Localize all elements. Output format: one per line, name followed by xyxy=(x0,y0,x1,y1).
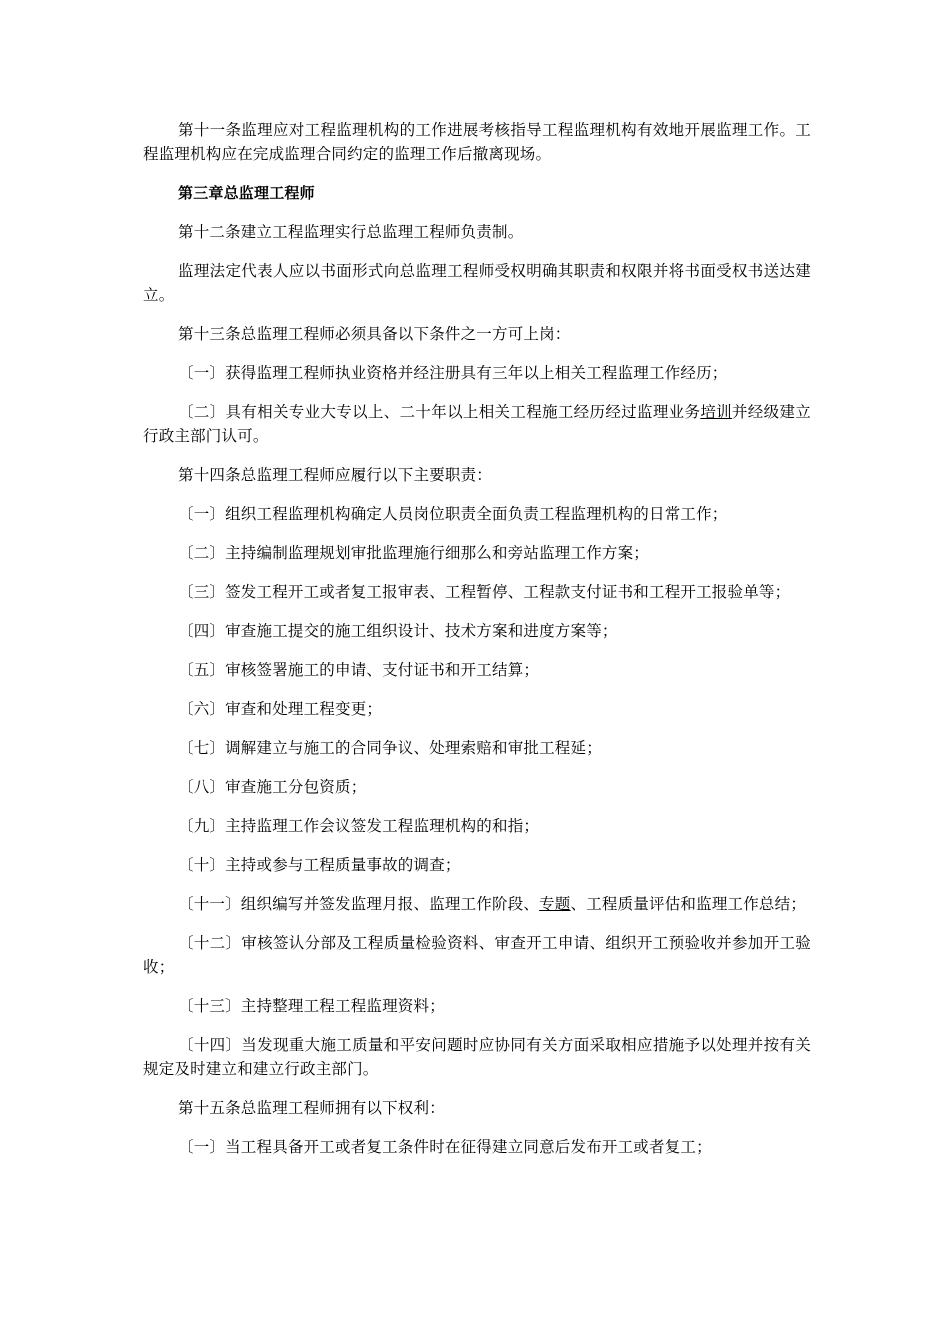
article-14-item-7: 〔七〕调解建立与施工的合同争议、处理索赔和审批工程延； xyxy=(178,739,602,757)
article-14-item-13: 〔十三〕主持整理工程工程监理资料； xyxy=(178,997,445,1015)
article-14-item-1: 〔一〕组织工程监理机构确定人员岗位职责全面负责工程监理机构的日常工作； xyxy=(178,505,728,523)
article-13-item-1: 〔一〕获得监理工程师执业资格并经注册具有三年以上相关工程监理工作经历； xyxy=(178,364,728,382)
article-13-item-2 xyxy=(143,400,811,448)
article-13: 第十三条总监理工程师必须具备以下条件之一方可上岗： xyxy=(178,325,571,343)
article-14-item-8: 〔八〕审查施工分包资质； xyxy=(178,778,367,796)
article-14-item-11 xyxy=(143,892,811,916)
article-14-item-9: 〔九〕主持监理工作会议签发工程监理机构的和指； xyxy=(178,817,540,835)
article-15: 第十五条总监理工程师拥有以下权利： xyxy=(178,1099,445,1117)
article-14-item-3: 〔三〕签发工程开工或者复工报审表、工程暂停、工程款支付证书和工程开工报验单等； xyxy=(178,583,791,601)
chapter-3-heading: 第三章总监理工程师 xyxy=(178,184,315,202)
text-segment: 〔十一〕组织编写并签发监理月报、监理工作阶段、 xyxy=(178,895,540,913)
article-14-item-12: 〔十二〕审核签认分部及工程质量检验资料、审查开工申请、组织开工预验收并参加开工验收； xyxy=(143,934,811,976)
article-14-item-5: 〔五〕审核签署施工的申请、支付证书和开工结算； xyxy=(178,661,540,679)
text-segment: 、工程质量评估和监理工作总结； xyxy=(570,895,807,913)
article-14-item-6: 〔六〕审查和处理工程变更； xyxy=(178,700,383,718)
article-15-item-1: 〔一〕当工程具备开工或者复工条件时在征得建立同意后发布开工或者复工； xyxy=(178,1138,712,1156)
text-segment: 并经级建立行政主部门认可。 xyxy=(143,403,811,445)
topic-link[interactable]: 专题 xyxy=(539,895,571,913)
document-body xyxy=(143,118,811,1174)
article-14-item-14: 〔十四〕当发现重大施工质量和平安问题时应协同有关方面采取相应措施予以处理并按有关规定及时建立和建立行政主部门。 xyxy=(143,1036,811,1078)
article-14-item-2: 〔二〕主持编制监理规划审批监理施行细那么和旁站监理工作方案； xyxy=(178,544,650,562)
article-11: 第十一条监理应对工程监理机构的工作进展考核指导工程监理机构有效地开展监理工作。工程监理机构应在完成监理合同约定的监理工作后撤离现场。 xyxy=(143,121,811,163)
text-segment: 〔二〕具有相关专业大专以上、二十年以上相关工程施工经历经过监理业务 xyxy=(178,403,701,421)
article-14: 第十四条总监理工程师应履行以下主要职责： xyxy=(178,466,493,484)
article-14-item-10: 〔十〕主持或参与工程质量事故的调查； xyxy=(178,856,461,874)
training-link[interactable]: 培训 xyxy=(700,403,732,421)
article-12-paragraph: 监理法定代表人应以书面形式向总监理工程师受权明确其职责和权限并将书面受权书送达建立。 xyxy=(143,262,811,304)
article-14-item-4: 〔四〕审查施工提交的施工组织设计、技术方案和进度方案等； xyxy=(178,622,618,640)
article-12: 第十二条建立工程监理实行总监理工程师负责制。 xyxy=(178,223,524,241)
